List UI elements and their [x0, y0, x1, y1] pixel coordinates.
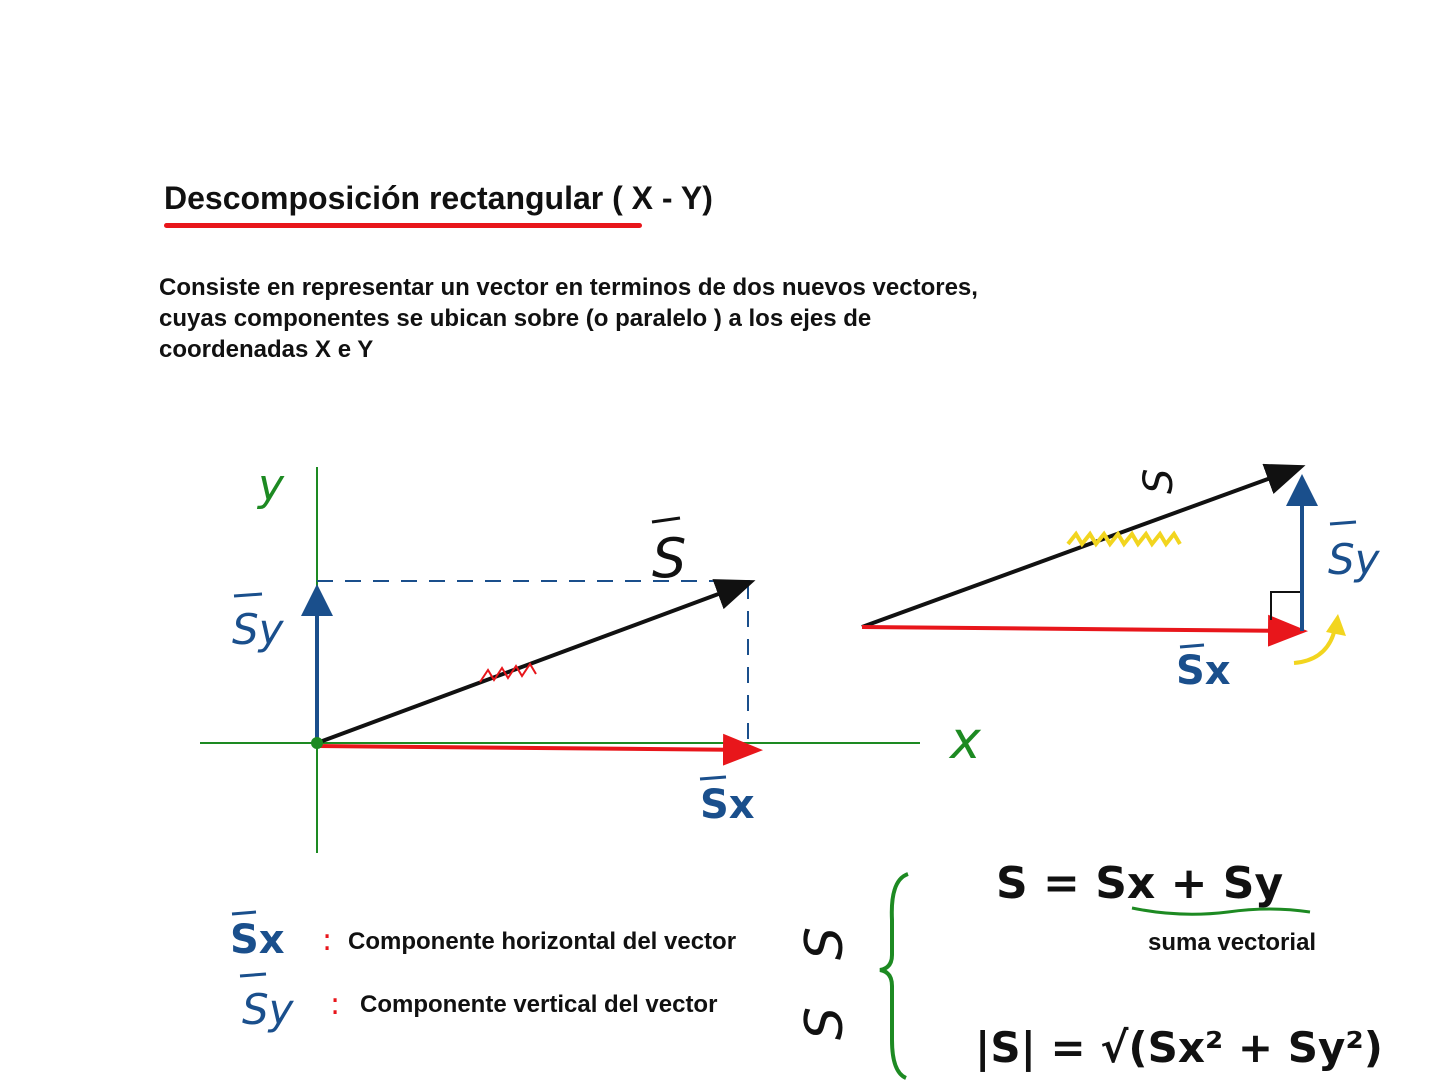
vector-arrow-bar: [652, 518, 680, 522]
legend-y-arrow-bar: [240, 974, 266, 976]
triangle-vector-s-label: S: [1136, 468, 1182, 494]
origin-point: [311, 737, 323, 749]
rotation-arrow-head: [1326, 614, 1346, 636]
legend-vertical-text: Componente vertical del vector: [360, 991, 718, 1018]
legend-y-separator: :: [330, 987, 341, 1022]
description-line: coordenadas X e Y: [159, 336, 374, 363]
brace-vector-label: S: [795, 1006, 855, 1040]
legend-x-arrow-bar: [232, 912, 256, 914]
component-y-arrow-bar: [234, 594, 262, 596]
triangle-component-y-arrow-bar: [1330, 522, 1356, 524]
formula-magnitude: |S| = √(Sx² + Sy²): [975, 1023, 1383, 1072]
description-line: Consiste en representar un vector en terminos de dos nuevos vectores,: [159, 274, 978, 301]
curly-brace: [880, 874, 908, 1078]
component-x-arrow-bar: [700, 777, 726, 779]
triangle-angle-highlight: [1068, 534, 1180, 544]
triangle-component-y-label: Sy: [1328, 535, 1380, 584]
right-angle-mark: [1271, 592, 1300, 620]
component-x-label: Sx: [700, 782, 755, 828]
component-x-arrow: [317, 746, 755, 750]
vector-s: [317, 583, 748, 743]
x-axis-label: x: [950, 711, 981, 771]
legend-y-symbol: Sy: [242, 985, 294, 1034]
description-line: cuyas componentes se ubican sobre (o paralelo ) a los ejes de: [159, 305, 872, 332]
triangle-component-x-arrow-bar: [1180, 645, 1204, 647]
legend-x-symbol: Sx: [230, 917, 285, 963]
page-title: Descomposición rectangular ( X - Y): [164, 180, 713, 216]
component-y-label: Sy: [232, 605, 284, 654]
legend-x-separator: :: [322, 923, 333, 958]
formula-vector-sum: S = Sx + Sy: [996, 858, 1284, 909]
brace-vector-label: S: [795, 926, 855, 960]
vector-sum-caption: suma vectorial: [1148, 929, 1317, 956]
triangle-vector-s: [862, 468, 1298, 627]
legend-horizontal-text: Componente horizontal del vector: [348, 928, 737, 955]
vector-s-label: S: [652, 527, 687, 590]
triangle-component-x: [862, 627, 1300, 631]
triangle-component-x-label: Sx: [1176, 648, 1231, 694]
y-axis-label: y: [258, 460, 285, 511]
